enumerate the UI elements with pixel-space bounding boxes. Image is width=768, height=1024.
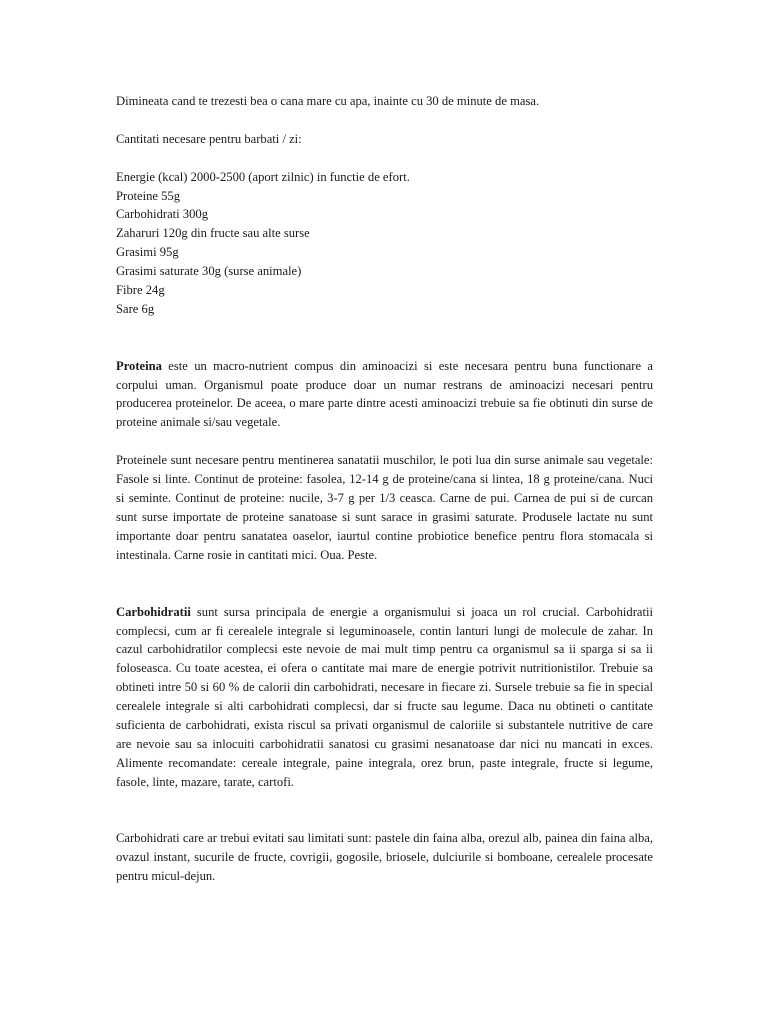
quantities-heading: Cantitati necesare pentru barbati / zi: [116, 131, 302, 146]
spacer [116, 319, 653, 357]
spacer [116, 111, 653, 130]
protein-paragraph [116, 357, 653, 433]
carbs-definition: sunt sursa principala de energie a organismului si joaca un rol crucial. Carbohidratii complecsi, cum ar fi cerealele integrale si leguminoasele, contin lanturi lungi de molecule de zahar. In cazul carbohidratilor complecsi este nevoie de mai mult timp pentru ca organismul sa ii sparga si sa ii foloseasca. Cu toate acestea, ei ofera o cantitate mai mare de energie potrivit nutritionistilor. Trebuie sa obtineti intre 50 si 60 % de calorii din carbohidrati, necesare in fiecare zi. Sursele trebuie sa fie in special cerealele integrale si alti carbohidrati complecsi, dar si fructe sau legume. Daca nu obtineti o cantitate suficienta de carbohidrati, exista riscul sa privati organismul de caloriile si substantele nutritive de care are nevoie sau sa inlocuiti carbohidratii sanatosi cu grasimi nesanatoase dar nici nu mancati in exces. Alimente recomandate: cereale integrale, paine integrala, orez brun, paste integrale, fructe si legume, fasole, linte, mazare, tarate, cartofi. [116, 604, 653, 789]
intro-paragraph: Dimineata cand te trezesti bea o cana mare cu apa, inainte cu 30 de minute de masa. [116, 94, 540, 108]
protein-term: Proteina [116, 358, 162, 373]
quantity-line: Sare 6g [116, 301, 155, 316]
document-page [116, 92, 653, 886]
quantity-line: Proteine 55g [116, 188, 181, 203]
quantity-line: Grasimi saturate 30g (surse animale) [116, 264, 302, 279]
protein-sources-paragraph: Proteinele sunt necesare pentru mentinerea sanatatii muschilor, le poti lua din surse animale sau vegetale: Fasole si linte. Continut de proteine: fasolea, 12-14 g de proteine/cana si lintea, 18 g proteine/cana. Nuci si seminte. Continut de proteine: nucile, 3-7 g per 1/3 ceasca. Carne de pui. Carnea de pui si de curcan sunt surse importate de proteine sanatoase si sunt sarace in grasimi saturate. Produsele lactate nu sunt importante doar pentru sanatatea oaselor, iaurtul contine probiotice benefice pentru flora stomacala si intestinala. Carne rosie in cantitati mici. Oua. Peste. [116, 453, 653, 562]
spacer [116, 565, 653, 603]
protein-definition: este un macro-nutrient compus din aminoacizi si este necesara pentru buna functionare a corpului uman. Organismul poate produce doar un numar restrans de aminoacizi necesari pentru producerea proteinelor. De aceea, o mare parte dintre acesti aminoacizi trebuie sa fie obtinuti din surse de proteine animale si/sau vegetale. [116, 358, 653, 430]
carbs-avoid-paragraph: Carbohidrati care ar trebui evitati sau limitati sunt: pastele din faina alba, orezul alb, painea din faina alba, ovazul instant, sucurile de fructe, covrigii, gogosile, briosele, dulciurile si bomboane, cerealele procesate pentru micul-dejun. [116, 831, 653, 884]
quantity-line: Zaharuri 120g din fructe sau alte surse [116, 226, 310, 241]
quantity-line: Fibre 24g [116, 283, 165, 298]
spacer [116, 149, 653, 168]
spacer [116, 792, 653, 830]
quantity-line: Energie (kcal) 2000-2500 (aport zilnic) in functie de efort. [116, 169, 410, 184]
carbs-paragraph [116, 603, 653, 792]
quantity-line: Grasimi 95g [116, 245, 179, 260]
quantity-line: Carbohidrati 300g [116, 207, 208, 222]
carbs-term: Carbohidratii [116, 604, 191, 619]
quantities-list [116, 168, 653, 319]
spacer [116, 432, 653, 451]
